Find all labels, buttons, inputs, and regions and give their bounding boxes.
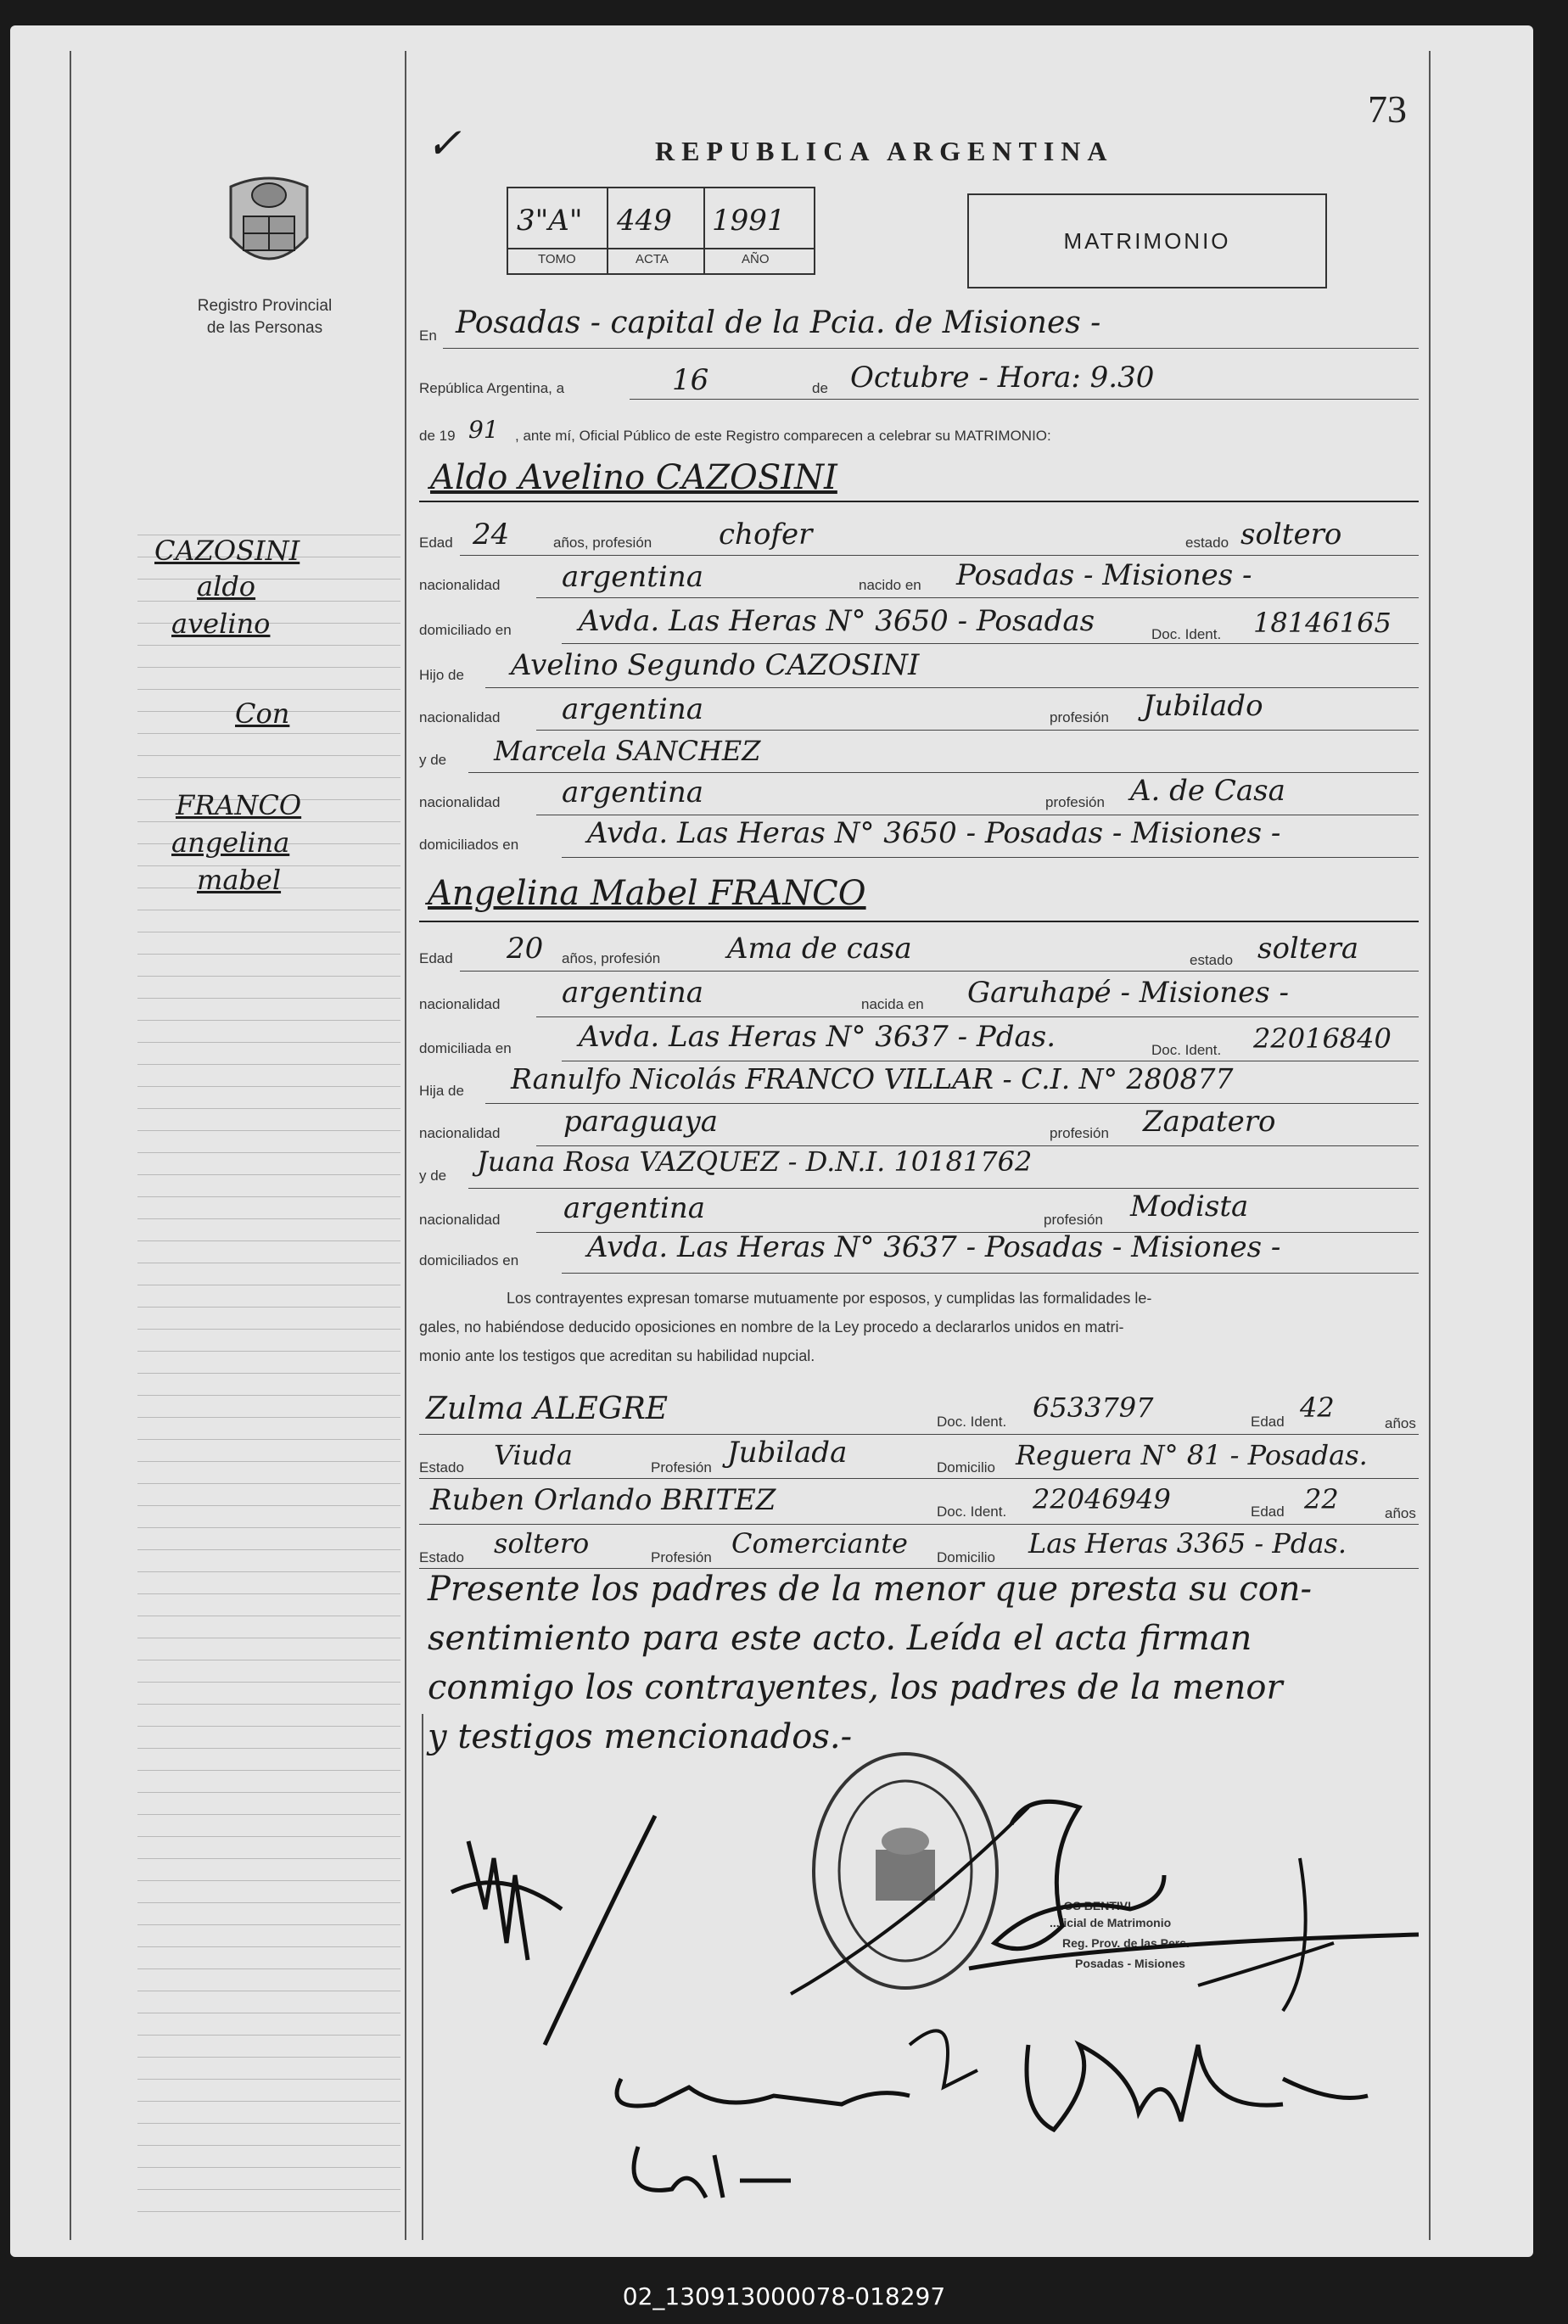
margin-con: Con: [235, 697, 290, 730]
margin-ruled-line: [137, 1792, 400, 1793]
margin-ruled-line: [137, 1571, 400, 1572]
margin-ruled-line: [137, 1902, 400, 1903]
bride-profesion: Ama de casa: [727, 932, 912, 966]
witness1-anos-label: años: [1385, 1415, 1416, 1431]
intro-place: Posadas - capital de la Pcia. de Misiones -: [456, 305, 1101, 340]
bride-doc-label: Doc. Ident.: [1151, 1042, 1222, 1058]
margin-ruled-line: [137, 1086, 400, 1087]
groom-padre-prof-label: profesión: [1050, 709, 1109, 725]
margin-ruled-line: [137, 1174, 400, 1175]
groom-nac-label: nacionalidad: [419, 577, 501, 593]
registry-name-line1: Registro Provincial: [197, 297, 333, 315]
margin-ruled-line: [137, 1924, 400, 1925]
declaration-line2: gales, no habiéndose deducido oposiciones en nombre de la Ley procedo a declararlos unidos en matri-: [419, 1319, 1124, 1336]
margin-ruled-line: [137, 1527, 400, 1528]
year-suffix: 91: [468, 416, 499, 444]
margin-ruled-line: [137, 2123, 400, 2124]
margin-ruled-line: [137, 1130, 400, 1131]
intro-month-time: Octubre - Hora: 9.30: [850, 361, 1155, 395]
bride-madre-prof: Modista: [1130, 1190, 1249, 1224]
signature-7: [1198, 1858, 1334, 2011]
bride-padres-dom: Avda. Las Heras N° 3637 - Posadas - Misiones -: [587, 1230, 1281, 1264]
witness1-estado-label: Estado: [419, 1459, 464, 1476]
margin-ruled-line: [137, 1770, 400, 1771]
signature-3: [634, 2147, 791, 2198]
binding-line: [70, 51, 71, 2240]
groom-doc-label: Doc. Ident.: [1151, 626, 1222, 642]
margin-ruled-line: [137, 755, 400, 756]
year-prefix: de 19: [419, 428, 456, 444]
bride-padre-prof: Zapatero: [1143, 1105, 1276, 1139]
margin-ruled-line: [137, 1240, 400, 1241]
groom-doms-label: domiciliados en: [419, 837, 519, 853]
bride-edad: 20: [507, 932, 544, 966]
margin-ruled-line: [137, 667, 400, 668]
bride-nacida-label: nacida en: [861, 996, 924, 1012]
margin-ruled-line: [137, 1417, 400, 1418]
margin-ruled-line: [137, 2167, 400, 2168]
groom-madre: Marcela SANCHEZ: [494, 735, 761, 767]
witness2-profesion: Comerciante: [731, 1527, 908, 1560]
groom-edad: 24: [473, 518, 510, 552]
witness1-doc: 6533797: [1033, 1392, 1154, 1424]
margin-ruled-line: [137, 1483, 400, 1484]
margin-ruled-line: [137, 2035, 400, 2036]
margin-ruled-line: [137, 601, 400, 602]
witness1-name: Zulma ALEGRE: [426, 1392, 669, 1426]
margin-ruled-line: [137, 1968, 400, 1969]
margin-column: [10, 25, 409, 2257]
witness2-doc: 22046949: [1033, 1483, 1171, 1515]
groom-nacido-label: nacido en: [859, 577, 921, 593]
margin-groom-first: aldo: [197, 570, 256, 602]
closing-line4: y testigos mencionados.-: [428, 1717, 853, 1756]
bride-madre: Juana Rosa VAZQUEZ - D.N.I. 10181762: [477, 1145, 1033, 1178]
groom-padre-nac-label: nacionalidad: [419, 709, 501, 725]
witness2-edad: 22: [1304, 1483, 1339, 1515]
witness2-doc-label: Doc. Ident.: [937, 1504, 1007, 1520]
witness2-estado-label: Estado: [419, 1549, 464, 1565]
witness2-anos-label: años: [1385, 1505, 1416, 1521]
signature-area-rule: [422, 1714, 423, 2240]
margin-ruled-line: [137, 954, 400, 955]
margin-ruled-line: [137, 1704, 400, 1705]
margin-bride-surname: FRANCO: [176, 789, 302, 821]
page-number: 73: [1368, 87, 1407, 131]
groom-madre-prof: A. de Casa: [1130, 774, 1285, 808]
groom-domicilio: Avda. Las Heras N° 3650 - Posadas: [579, 604, 1095, 638]
initials-mark: ✓: [426, 119, 462, 168]
margin-divider: [405, 51, 406, 2240]
margin-ruled-line: [137, 1880, 400, 1881]
margin-ruled-line: [137, 1108, 400, 1109]
ano-value: 1991: [712, 204, 786, 238]
witness1-profesion: Jubilada: [727, 1436, 848, 1470]
witness2-domicilio: Las Heras 3365 - Pdas.: [1028, 1527, 1347, 1560]
groom-padre-prof: Jubilado: [1143, 689, 1263, 723]
bride-estado-label: estado: [1190, 952, 1234, 968]
intro-day: 16: [672, 363, 709, 397]
margin-ruled-line: [137, 1748, 400, 1749]
tomo-value: 3"A": [517, 204, 583, 238]
margin-ruled-line: [137, 645, 400, 646]
bride-hija-label: Hija de: [419, 1083, 464, 1099]
margin-ruled-line: [137, 1395, 400, 1396]
margin-groom-surname: CAZOSINI: [154, 535, 300, 567]
groom-madre-nac-label: nacionalidad: [419, 794, 501, 810]
bride-nacionalidad: argentina: [562, 976, 704, 1010]
groom-madre-prof-label: profesión: [1045, 794, 1105, 810]
closing-line3: conmigo los contrayentes, los padres de la menor: [428, 1668, 1283, 1707]
officer-stamp-line4: Posadas - Misiones: [1075, 1957, 1185, 1970]
margin-ruled-line: [137, 1461, 400, 1462]
witness2-edad-label: Edad: [1251, 1504, 1285, 1520]
witness1-estado: Viuda: [494, 1439, 573, 1471]
margin-ruled-line: [137, 1218, 400, 1219]
margin-ruled-line: [137, 579, 400, 580]
groom-yde-label: y de: [419, 752, 447, 768]
margin-ruled-line: [137, 1682, 400, 1683]
margin-ruled-line: [137, 1858, 400, 1859]
bride-padre-nac: paraguaya: [563, 1105, 718, 1139]
closing-line1: Presente los padres de la menor que presta su con-: [428, 1570, 1313, 1609]
acta-label: ACTA: [636, 252, 669, 266]
signature-4: [791, 1807, 1028, 2087]
margin-ruled-line: [137, 2101, 400, 2102]
image-id-footer: 02_130913000078-018297: [622, 2282, 946, 2310]
groom-padre: Avelino Segundo CAZOSINI: [511, 648, 920, 682]
ano-label: AÑO: [742, 252, 770, 266]
margin-ruled-line: [137, 998, 400, 999]
margin-ruled-line: [137, 1064, 400, 1065]
margin-ruled-line: [137, 2211, 400, 2212]
bride-edad-label: Edad: [419, 950, 453, 966]
registry-name-line2: de las Personas: [206, 319, 323, 337]
record-box: [507, 187, 815, 275]
margin-ruled-line: [137, 2079, 400, 2080]
declaration-line1: Los contrayentes expresan tomarse mutuamente por esposos, y cumplidas las formalidades le-: [507, 1290, 1152, 1307]
witness1-edad-label: Edad: [1251, 1414, 1285, 1430]
margin-ruled-line: [137, 2057, 400, 2058]
groom-padre-nac: argentina: [562, 692, 704, 726]
groom-dom-label: domiciliado en: [419, 622, 512, 638]
margin-ruled-line: [137, 1196, 400, 1197]
margin-ruled-line: [137, 1439, 400, 1440]
groom-hijo-label: Hijo de: [419, 667, 464, 683]
margin-ruled-line: [137, 1307, 400, 1308]
groom-name: Aldo Avelino CAZOSINI: [430, 458, 837, 497]
bride-name: Angelina Mabel FRANCO: [428, 874, 866, 913]
witness1-doc-label: Doc. Ident.: [937, 1414, 1007, 1430]
margin-bride-middle: mabel: [197, 864, 282, 896]
bride-doc: 22016840: [1253, 1022, 1392, 1055]
intro-de-label: de: [812, 380, 828, 396]
margin-ruled-line: [137, 1946, 400, 1947]
witness2-dom-label: Domicilio: [937, 1549, 995, 1565]
bride-padre-prof-label: profesión: [1050, 1125, 1109, 1141]
declaration-line3: monio ante los testigos que acreditan su habilidad nupcial.: [419, 1347, 815, 1364]
margin-groom-middle: avelino: [171, 608, 271, 640]
republica-label: República Argentina, a: [419, 380, 565, 396]
bride-nacida: Garuhapé - Misiones -: [967, 976, 1289, 1010]
groom-edad-label: Edad: [419, 535, 453, 551]
margin-ruled-line: [137, 1814, 400, 1815]
margin-ruled-line: [137, 1726, 400, 1727]
intro-text: , ante mí, Oficial Público de este Registro comparecen a celebrar su MATRIMONIO:: [515, 428, 1051, 444]
witness2-name: Ruben Orlando BRITEZ: [430, 1483, 776, 1517]
bride-anos-label: años, profesión: [562, 950, 661, 966]
margin-ruled-line: [137, 1549, 400, 1550]
groom-nacionalidad: argentina: [562, 560, 704, 594]
margin-ruled-line: [137, 2189, 400, 2190]
bride-doms-label: domiciliados en: [419, 1252, 519, 1268]
signature-6: [1027, 2045, 1368, 2130]
margin-ruled-line: [137, 1593, 400, 1594]
groom-padres-dom: Avda. Las Heras N° 3650 - Posadas - Misiones -: [587, 816, 1281, 850]
officer-stamp-line3: Reg. Prov. de las Pers.: [1062, 1936, 1190, 1950]
margin-ruled-line: [137, 1836, 400, 1837]
margin-ruled-line: [137, 1042, 400, 1043]
margin-bride-first: angelina: [171, 826, 290, 859]
bride-dom-label: domiciliada en: [419, 1040, 512, 1056]
margin-ruled-line: [137, 976, 400, 977]
bride-madre-nac-label: nacionalidad: [419, 1212, 501, 1228]
groom-nacido: Posadas - Misiones -: [956, 558, 1252, 592]
closing-line2: sentimiento para este acto. Leída el acta firman: [428, 1619, 1252, 1658]
bride-madre-prof-label: profesión: [1044, 1212, 1103, 1228]
bride-nac-label: nacionalidad: [419, 996, 501, 1012]
margin-ruled-line: [137, 733, 400, 734]
bride-estado: soltera: [1257, 932, 1359, 966]
groom-estado: soltero: [1240, 518, 1342, 552]
groom-doc: 18146165: [1253, 607, 1392, 639]
margin-ruled-line: [137, 1329, 400, 1330]
groom-profesion: chofer: [719, 518, 813, 552]
margin-ruled-line: [137, 1505, 400, 1506]
margin-ruled-line: [137, 821, 400, 822]
tomo-label: TOMO: [538, 252, 576, 266]
margin-ruled-line: [137, 1020, 400, 1021]
witness1-domicilio: Reguera N° 81 - Posadas.: [1016, 1439, 1368, 1471]
margin-ruled-line: [137, 2145, 400, 2146]
bride-yde-label: y de: [419, 1168, 447, 1184]
coat-of-arms-icon: [222, 170, 316, 280]
signature-1: [451, 1816, 655, 2045]
groom-estado-label: estado: [1185, 535, 1229, 551]
register-page: [10, 25, 1533, 2257]
signatures: [434, 1790, 1453, 2232]
groom-anos-label: años, profesión: [553, 535, 652, 551]
bride-madre-nac: argentina: [563, 1191, 706, 1225]
signature-5: [969, 1801, 1419, 1968]
acta-value: 449: [617, 204, 672, 238]
witness1-edad: 42: [1300, 1392, 1335, 1424]
signature-2: [617, 2079, 910, 2106]
witness1-prof-label: Profesión: [651, 1459, 712, 1476]
bride-padre-nac-label: nacionalidad: [419, 1125, 501, 1141]
margin-ruled-line: [137, 1152, 400, 1153]
doc-type-box: MATRIMONIO: [967, 193, 1327, 288]
margin-ruled-line: [137, 1373, 400, 1374]
witness1-dom-label: Domicilio: [937, 1459, 995, 1476]
country-title: REPUBLICA ARGENTINA: [655, 136, 1114, 166]
witness2-estado: soltero: [494, 1527, 590, 1560]
groom-madre-nac: argentina: [562, 776, 704, 809]
witness2-prof-label: Profesión: [651, 1549, 712, 1565]
margin-ruled-line: [137, 689, 400, 690]
bride-padre: Ranulfo Nicolás FRANCO VILLAR - C.I. N° 280877: [511, 1062, 1234, 1095]
officer-stamp-line1: ...OS BENTIVI: [1054, 1899, 1132, 1912]
officer-stamp-line2: ...ficial de Matrimonio: [1050, 1916, 1172, 1929]
margin-ruled-line: [137, 777, 400, 778]
en-label: En: [419, 328, 437, 344]
margin-ruled-line: [137, 1351, 400, 1352]
bride-domicilio: Avda. Las Heras N° 3637 - Pdas.: [579, 1020, 1056, 1054]
